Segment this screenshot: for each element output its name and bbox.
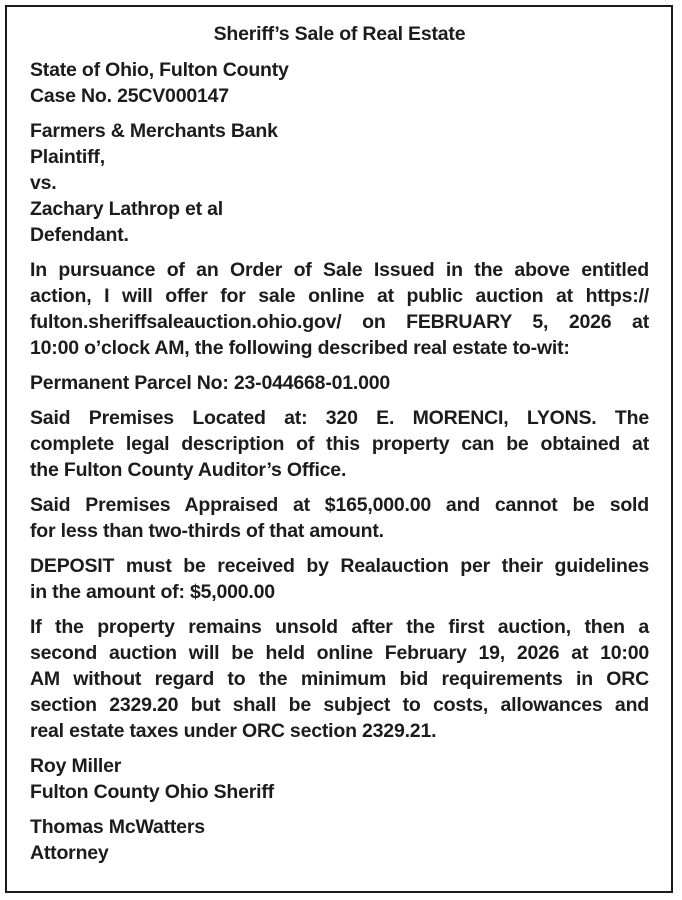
sheriff-title: Fulton County Ohio Sheriff: [30, 781, 274, 803]
second-auction-line: If the property remains unsold after the first auction, then a: [30, 616, 649, 638]
plaintiff-name: Farmers & Merchants Bank: [30, 120, 278, 142]
second-auction-line: AM without regard to the minimum bid requirements in ORC: [30, 668, 649, 690]
plaintiff-label: Plaintiff,: [30, 146, 105, 168]
defendant-label: Defendant.: [30, 224, 129, 246]
deposit-paragraph: [30, 553, 649, 605]
appraisal-line: Said Premises Appraised at $165,000.00 and cannot be sold: [30, 494, 649, 516]
attorney-title: Attorney: [30, 842, 109, 864]
defendant-name: Zachary Lathrop et al: [30, 198, 224, 220]
second-auction-line: second auction will be held online February 19, 2026 at 10:00: [30, 642, 649, 664]
location-line: complete legal description of this property can be obtained at: [30, 433, 649, 455]
case-number: Case No. 25CV000147: [30, 85, 229, 107]
state-county: State of Ohio, Fulton County: [30, 59, 289, 81]
parcel-number: [30, 370, 649, 396]
location-line: Said Premises Located at: 320 E. MORENCI, LYONS. The: [30, 407, 649, 429]
order-line: fulton.sheriffsaleauction.ohio.gov/ on FEBRUARY 5, 2026 at: [30, 311, 649, 333]
appraisal-paragraph: [30, 492, 649, 544]
location-line: the Fulton County Auditor’s Office.: [30, 459, 347, 481]
notice-title: Sheriff’s Sale of Real Estate: [213, 23, 466, 45]
deposit-line: in the amount of: $5,000.00: [30, 581, 275, 603]
order-of-sale-paragraph: [30, 257, 649, 361]
court-info: [30, 57, 649, 109]
deposit-line: DEPOSIT must be received by Realauction per their guidelines: [30, 555, 649, 577]
attorney-signature: [30, 814, 649, 866]
location-paragraph: [30, 405, 649, 483]
sheriff-signature: [30, 753, 649, 805]
parcel-line: Permanent Parcel No: 23-044668-01.000: [30, 372, 391, 394]
sheriff-name: Roy Miller: [30, 755, 122, 777]
parties: [30, 118, 649, 248]
attorney-name: Thomas McWatters: [30, 816, 205, 838]
versus: vs.: [30, 172, 57, 194]
legal-notice: [5, 5, 673, 893]
order-line: 10:00 o’clock AM, the following described real estate to-wit:: [30, 337, 570, 359]
order-line: In pursuance of an Order of Sale Issued in the above entitled: [30, 259, 649, 281]
second-auction-line: real estate taxes under ORC section 2329.21.: [30, 720, 437, 742]
second-auction-line: section 2329.20 but shall be subject to costs, allowances and: [30, 694, 649, 716]
appraisal-line: for less than two-thirds of that amount.: [30, 520, 384, 542]
second-auction-paragraph: [30, 614, 649, 744]
order-line: action, I will offer for sale online at public auction at https://: [30, 285, 649, 307]
